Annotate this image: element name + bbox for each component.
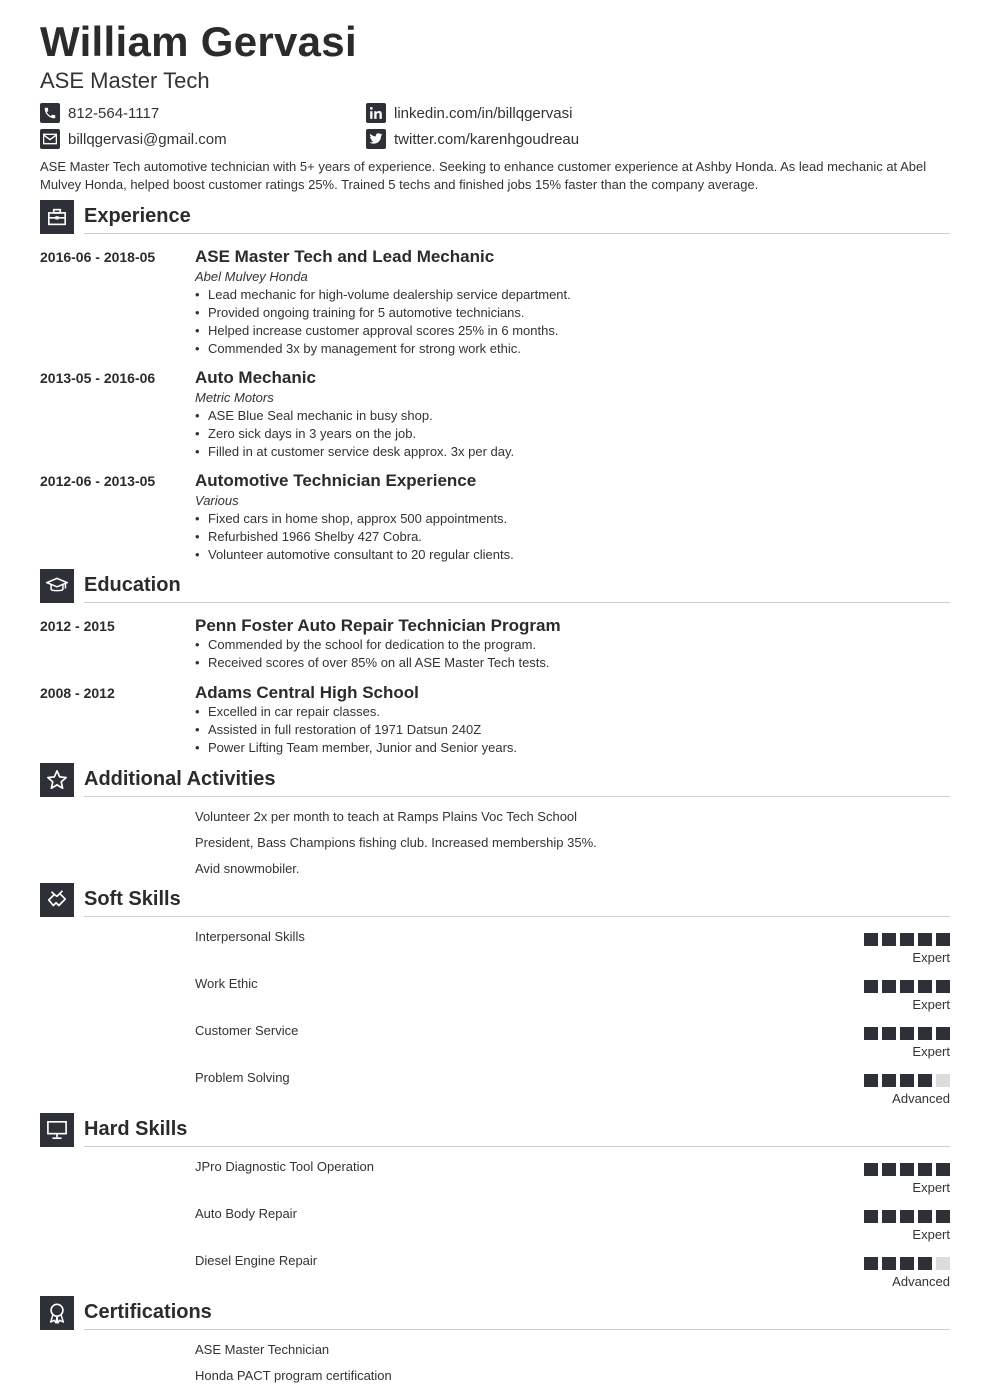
rating-square-filled bbox=[864, 1027, 878, 1040]
section-title: Certifications bbox=[84, 1301, 212, 1323]
bullet-item: • Zero sick days in 3 years on the job. bbox=[195, 425, 950, 443]
entry-title: ASE Master Tech and Lead Mechanic bbox=[195, 247, 495, 266]
section-title: Experience bbox=[84, 205, 191, 227]
rating-square-filled bbox=[900, 980, 914, 993]
skill-row bbox=[195, 976, 950, 1020]
rating-square-filled bbox=[864, 1074, 878, 1087]
activity-item: President, Bass Champions fishing club. Increased membership 35%. bbox=[195, 835, 597, 850]
skill-rating bbox=[864, 1163, 950, 1176]
skill-rating bbox=[864, 933, 950, 946]
rating-square-filled bbox=[900, 933, 914, 946]
skill-name: Interpersonal Skills bbox=[195, 929, 305, 944]
skill-name: Diesel Engine Repair bbox=[195, 1253, 318, 1268]
bullet-item: • Lead mechanic for high-volume dealership service department. bbox=[195, 286, 950, 304]
rating-square-filled bbox=[936, 1163, 950, 1176]
bullet-item: • Commended 3x by management for strong work ethic. bbox=[195, 340, 950, 358]
skill-level: Expert bbox=[912, 1044, 950, 1059]
entry-company: Abel Mulvey Honda bbox=[195, 269, 308, 284]
skill-level: Expert bbox=[912, 1227, 950, 1242]
rating-square-filled bbox=[864, 1163, 878, 1176]
bullet-item: • Fixed cars in home shop, approx 500 appointments. bbox=[195, 510, 950, 528]
rating-square-filled bbox=[918, 980, 932, 993]
candidate-title: ASE Master Tech bbox=[40, 68, 210, 93]
activity-item: Volunteer 2x per month to teach at Ramps Plains Voc Tech School bbox=[195, 809, 578, 824]
section-divider bbox=[84, 1329, 950, 1330]
envelope-icon bbox=[40, 129, 60, 149]
section-soft-skills bbox=[40, 883, 950, 919]
rating-square-filled bbox=[936, 933, 950, 946]
section-education bbox=[40, 569, 950, 605]
rating-square-filled bbox=[900, 1074, 914, 1087]
entry-dates: 2013-05 - 2016-06 bbox=[40, 370, 156, 386]
activity-item: Avid snowmobiler. bbox=[195, 861, 300, 876]
bullet-item: • Assisted in full restoration of 1971 Datsun 240Z bbox=[195, 721, 950, 739]
rating-square-filled bbox=[864, 933, 878, 946]
section-divider bbox=[84, 916, 950, 917]
entry-bullets bbox=[195, 510, 950, 564]
entry-title: Adams Central High School bbox=[195, 683, 419, 702]
linkedin-icon bbox=[366, 103, 386, 123]
rating-square-filled bbox=[864, 1210, 878, 1223]
skill-name: Work Ethic bbox=[195, 976, 258, 991]
linkedin-text[interactable]: linkedin.com/in/billqgervasi bbox=[394, 104, 573, 122]
contact-twitter bbox=[366, 129, 579, 149]
skill-rating bbox=[864, 1257, 950, 1270]
entry-title: Penn Foster Auto Repair Technician Program bbox=[195, 616, 561, 635]
skill-row bbox=[195, 1070, 950, 1114]
rating-square-filled bbox=[918, 1163, 932, 1176]
contact-email bbox=[40, 129, 227, 149]
rating-square-filled bbox=[918, 933, 932, 946]
rating-square-filled bbox=[900, 1027, 914, 1040]
twitter-text[interactable]: twitter.com/karenhgoudreau bbox=[394, 130, 580, 148]
phone-icon bbox=[40, 103, 60, 123]
section-divider bbox=[84, 233, 950, 234]
section-experience bbox=[40, 200, 950, 236]
skill-name: Problem Solving bbox=[195, 1070, 290, 1085]
entry-dates: 2012 - 2015 bbox=[40, 618, 115, 634]
rating-square-filled bbox=[882, 1257, 896, 1270]
skill-row bbox=[195, 1159, 950, 1203]
entry-title: Auto Mechanic bbox=[195, 368, 316, 387]
monitor-icon bbox=[40, 1113, 74, 1147]
bullet-item: • Excelled in car repair classes. bbox=[195, 703, 950, 721]
rating-square-filled bbox=[882, 1027, 896, 1040]
skill-level: Expert bbox=[912, 950, 950, 965]
rating-square-filled bbox=[882, 1074, 896, 1087]
rating-square-filled bbox=[900, 1163, 914, 1176]
section-title: Soft Skills bbox=[84, 888, 181, 910]
section-title: Hard Skills bbox=[84, 1118, 188, 1140]
graduation-cap-icon bbox=[40, 569, 74, 603]
section-divider bbox=[84, 602, 950, 603]
skill-rating bbox=[864, 1027, 950, 1040]
rating-square-filled bbox=[936, 980, 950, 993]
entry-company: Various bbox=[195, 493, 239, 508]
skill-row bbox=[195, 1023, 950, 1067]
skill-level: Expert bbox=[912, 997, 950, 1012]
skill-level: Expert bbox=[912, 1180, 950, 1195]
star-icon bbox=[40, 763, 74, 797]
bullet-item: • Provided ongoing training for 5 automotive technicians. bbox=[195, 304, 950, 322]
skill-rating bbox=[864, 1210, 950, 1223]
bullet-item: • Power Lifting Team member, Junior and Senior years. bbox=[195, 739, 950, 757]
entry-bullets bbox=[195, 286, 950, 358]
contact-phone bbox=[40, 103, 159, 123]
entry-title: Automotive Technician Experience bbox=[195, 471, 477, 490]
skill-level: Advanced bbox=[892, 1274, 950, 1289]
bullet-item: • Received scores of over 85% on all ASE Master Tech tests. bbox=[195, 654, 950, 672]
rating-square-filled bbox=[900, 1257, 914, 1270]
certification-item: Honda PACT program certification bbox=[195, 1368, 392, 1383]
section-activities bbox=[40, 763, 950, 799]
skill-level: Advanced bbox=[892, 1091, 950, 1106]
entry-dates: 2016-06 - 2018-05 bbox=[40, 249, 156, 265]
section-divider bbox=[84, 1146, 950, 1147]
skill-rating bbox=[864, 1074, 950, 1087]
bullet-item: • Filled in at customer service desk approx. 3x per day. bbox=[195, 443, 950, 461]
section-title: Education bbox=[84, 574, 181, 596]
skill-name: Customer Service bbox=[195, 1023, 299, 1038]
twitter-icon bbox=[366, 129, 386, 149]
rating-square-filled bbox=[882, 1163, 896, 1176]
skill-rating bbox=[864, 980, 950, 993]
rating-square-empty bbox=[936, 1074, 950, 1087]
skill-row bbox=[195, 929, 950, 973]
entry-bullets bbox=[195, 407, 950, 461]
phone-text: 812-564-1117 bbox=[68, 104, 160, 122]
rating-square-filled bbox=[900, 1210, 914, 1223]
rating-square-filled bbox=[918, 1210, 932, 1223]
award-ribbon-icon bbox=[40, 1296, 74, 1330]
rating-square-empty bbox=[936, 1257, 950, 1270]
section-hard-skills bbox=[40, 1113, 950, 1149]
bullet-item: • Commended by the school for dedication to the program. bbox=[195, 636, 950, 654]
certification-item: ASE Master Technician bbox=[195, 1342, 330, 1357]
skill-name: Auto Body Repair bbox=[195, 1206, 297, 1221]
entry-dates: 2012-06 - 2013-05 bbox=[40, 473, 156, 489]
contact-linkedin bbox=[366, 103, 572, 123]
rating-square-filled bbox=[936, 1027, 950, 1040]
profile-summary: ASE Master Tech automotive technician with 5+ years of experience. Seeking to enhance customer experience at Ashby Honda. As lead mechanic at Abel Mulvey Honda, helped boost customer ratings 25%. Trained 5 techs and finished jobs 15% faster than the company average. bbox=[40, 159, 927, 192]
entry-bullets bbox=[195, 636, 950, 672]
candidate-name: William Gervasi bbox=[40, 18, 357, 65]
bullet-item: • Helped increase customer approval scores 25% in 6 months. bbox=[195, 322, 950, 340]
bullet-item: • ASE Blue Seal mechanic in busy shop. bbox=[195, 407, 950, 425]
rating-square-filled bbox=[882, 1210, 896, 1223]
skill-row bbox=[195, 1206, 950, 1250]
section-divider bbox=[84, 796, 950, 797]
briefcase-icon bbox=[40, 200, 74, 234]
section-certifications bbox=[40, 1296, 950, 1332]
entry-bullets bbox=[195, 703, 950, 757]
email-text[interactable]: billqgervasi@gmail.com bbox=[68, 130, 227, 148]
rating-square-filled bbox=[864, 980, 878, 993]
rating-square-filled bbox=[864, 1257, 878, 1270]
rating-square-filled bbox=[918, 1027, 932, 1040]
rating-square-filled bbox=[918, 1074, 932, 1087]
section-title: Additional Activities bbox=[84, 768, 276, 790]
entry-dates: 2008 - 2012 bbox=[40, 685, 115, 701]
entry-company: Metric Motors bbox=[195, 390, 274, 405]
rating-square-filled bbox=[936, 1210, 950, 1223]
skill-row bbox=[195, 1253, 950, 1297]
rating-square-filled bbox=[918, 1257, 932, 1270]
bullet-item: • Refurbished 1966 Shelby 427 Cobra. bbox=[195, 528, 950, 546]
skill-name: JPro Diagnostic Tool Operation bbox=[195, 1159, 374, 1174]
rating-square-filled bbox=[882, 933, 896, 946]
handshake-icon bbox=[40, 883, 74, 917]
rating-square-filled bbox=[882, 980, 896, 993]
bullet-item: • Volunteer automotive consultant to 20 regular clients. bbox=[195, 546, 950, 564]
